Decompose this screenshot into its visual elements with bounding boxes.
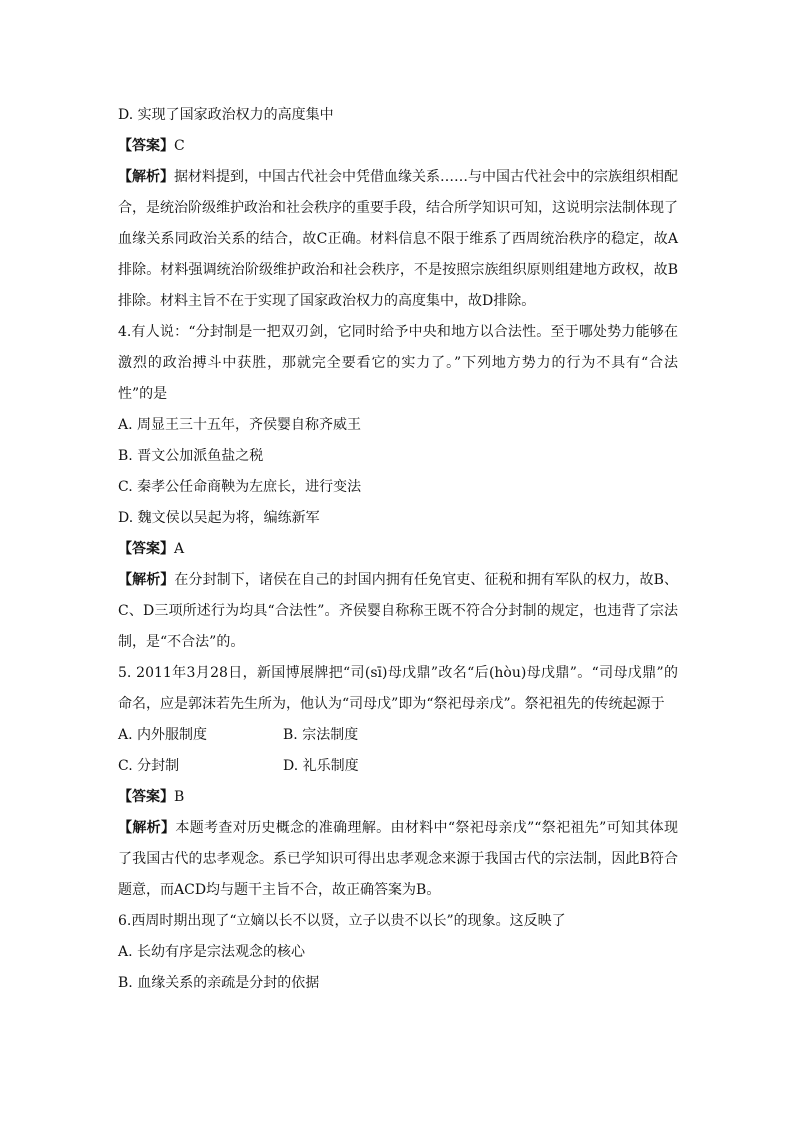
analysis-text: 在分封制下，诸侯在自己的封国内拥有任免官吏、征税和拥有军队的权力，故B、C、D三项所述行为均具“合法性”。齐侯婴自称称王既不符合分封制的规定，也违背了宗法制，是“不合法”的。 — [118, 572, 678, 650]
q5-option-d: D. 礼乐制度 — [283, 758, 359, 774]
analysis-label: 【解析】 — [118, 820, 176, 836]
q3-option-d: D. 实现了国家政治权力的高度集中 — [118, 107, 334, 123]
answer-label: 【答案】 — [118, 138, 174, 154]
q4-option-a: A. 周显王三十五年，齐侯婴自称齐威王 — [118, 417, 362, 433]
q4-analysis — [118, 565, 678, 658]
q4-answer — [118, 534, 678, 565]
answer-value: C — [174, 138, 185, 154]
q5-option-c: C. 分封制 — [118, 758, 180, 774]
q5-options-row-2 — [118, 751, 678, 782]
answer-value: B — [174, 789, 185, 805]
analysis-text: 据材料提到，中国古代社会中凭借血缘关系……与中国古代社会中的宗族组织相配合，是统治阶级维护政治和社会秩序的重要手段，结合所学知识可知，这说明宗法制体现了血缘关系同政治关系的结合，故C正确。材料信息不限于维系了西周统治秩序的稳定，故A排除。材料强调统治阶级维护政治和社会秩序，不是按照宗族组织原则组建地方政权，故B排除。材料主旨不在于实现了国家政治权力的高度集中，故D排除。 — [118, 169, 678, 309]
q4-option-c: C. 秦孝公任命商鞅为左庶长，进行变法 — [118, 479, 362, 495]
answer-value: A — [174, 541, 185, 557]
q5-answer — [118, 782, 678, 813]
question-4-stem: 4.有人说：“分封制是一把双刃剑，它同时给予中央和地方以合法性。至于哪处势力能够在激烈的政治搏斗中获胜，那就完全要看它的实力了。”下列地方势力的行为不具有“合法性”的是 — [118, 324, 678, 402]
question-5-stem: 5. 2011年3月28日，新国博展牌把“司(sī)母戊鼎”改名“后(hòu)母戊鼎”。“司母戊鼎”的命名，应是郭沫若先生所为，他认为“司母戊”即为“祭祀母亲戊”。祭祀祖先的传统起源于 — [118, 665, 678, 712]
q5-options-row-1 — [118, 720, 678, 751]
q4-option-b: B. 晋文公加派鱼盐之税 — [118, 448, 264, 464]
q6-option-a: A. 长幼有序是宗法观念的核心 — [118, 944, 306, 960]
q4-option-d: D. 魏文侯以吴起为将，编练新军 — [118, 510, 320, 526]
document-content — [118, 100, 678, 999]
q6-option-b: B. 血缘关系的亲疏是分封的依据 — [118, 975, 320, 991]
question-6-stem: 6.西周时期出现了“立嫡以长不以贤，立子以贵不以长”的现象。这反映了 — [118, 913, 566, 929]
q5-option-a: A. 内外服制度 — [118, 727, 208, 743]
q3-analysis — [118, 162, 678, 317]
analysis-text: 本题考查对历史概念的准确理解。由材料中“祭祀母亲戊”“祭祀祖先”可知其体现了我国古代的忠孝观念。系已学知识可得出忠孝观念来源于我国古代的宗法制，因此B符合题意，而ACD均与题干主旨不合，故正确答案为B。 — [118, 820, 678, 898]
analysis-label: 【解析】 — [118, 572, 175, 588]
analysis-label: 【解析】 — [118, 169, 174, 185]
q5-analysis — [118, 813, 678, 906]
answer-label: 【答案】 — [118, 789, 174, 805]
q5-option-b: B. 宗法制度 — [283, 727, 359, 743]
answer-label: 【答案】 — [118, 541, 174, 557]
q3-answer — [118, 131, 678, 162]
